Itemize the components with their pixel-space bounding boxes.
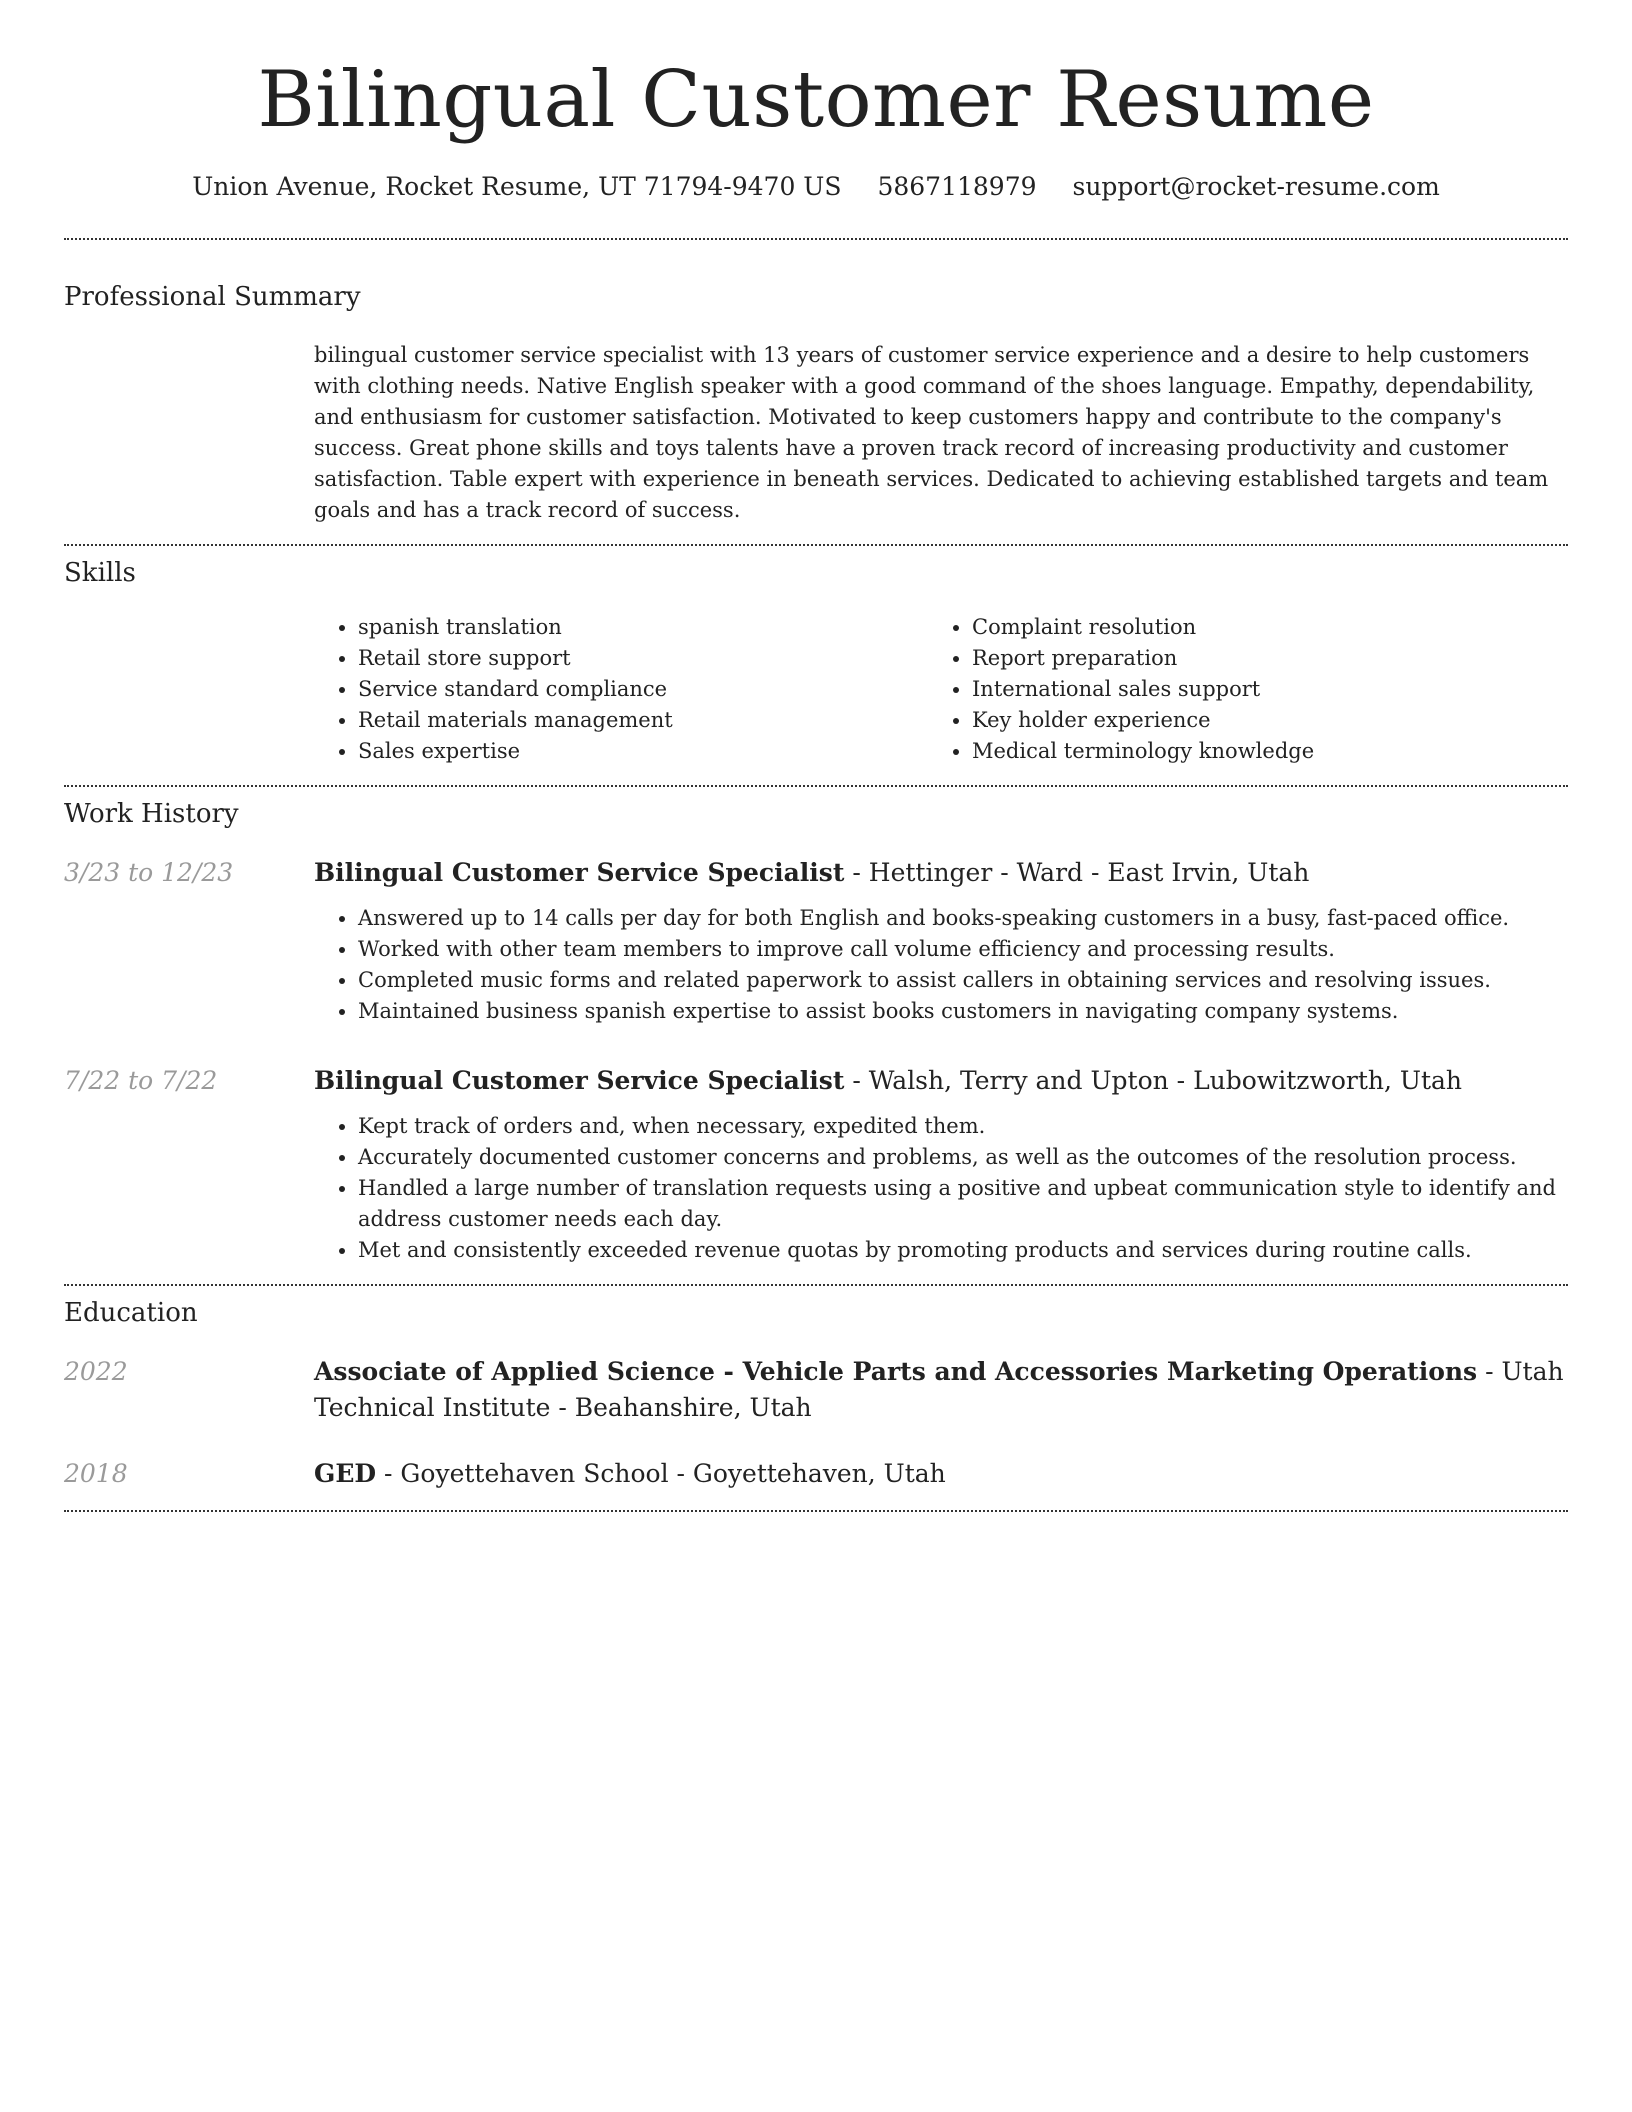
job-employer: - Hettinger - Ward - East Irvin, Utah	[844, 858, 1310, 887]
skill-item: • spanish translation	[358, 612, 928, 643]
work-history-heading: Work History	[64, 799, 239, 829]
job-title	[314, 855, 1568, 891]
job-bullet: • Handled a large number of translation requests using a positive and upbeat communication style to identify and address customer needs each day.	[358, 1173, 1568, 1235]
skill-item: • International sales support	[972, 674, 1542, 705]
skills-section	[64, 546, 1568, 785]
skill-item: • Medical terminology knowledge	[972, 736, 1542, 767]
skills-column-left	[314, 612, 928, 767]
education-school: - Goyettehaven School - Goyettehaven, Utah	[376, 1459, 946, 1488]
job-bullets	[314, 1111, 1568, 1266]
job-entry	[64, 855, 1568, 1027]
resume-name: Bilingual Customer Resume	[257, 55, 1375, 145]
summary-section	[64, 240, 1568, 544]
skills-column-right	[928, 612, 1542, 767]
contact-line	[64, 170, 1568, 204]
skill-item: • Retail materials management	[358, 705, 928, 736]
skills-list	[314, 612, 1568, 767]
job-bullet: • Accurately documented customer concerns and problems, as well as the outcomes of the resolution process.	[358, 1142, 1568, 1173]
contact-email: support@rocket-resume.com	[1072, 172, 1440, 201]
job-dates: 7/22 to 7/22	[64, 1066, 218, 1095]
summary-heading: Professional Summary	[64, 282, 361, 312]
job-bullet: • Worked with other team members to improve call volume efficiency and processing results.	[358, 934, 1568, 965]
skill-item: • Retail store support	[358, 643, 928, 674]
education-year: 2018	[64, 1459, 128, 1488]
work-history-section	[64, 787, 1568, 1284]
education-degree: GED	[314, 1459, 377, 1488]
job-bullets	[314, 903, 1568, 1027]
skill-item: • Service standard compliance	[358, 674, 928, 705]
education-title	[314, 1354, 1568, 1426]
contact-phone: 5867118979	[877, 172, 1037, 201]
section-divider	[64, 1510, 1568, 1512]
summary-text: bilingual customer service specialist with 13 years of customer service experience and a desire to help customers with clothing needs. Native English speaker with a good command of the shoes language. Empathy, dependability, and enthusiasm for customer satisfaction. Motivated to keep customers happy and contribute to the company's success. Great phone skills and toys talents have a proven track record of increasing productivity and customer satisfaction. Table expert with experience in beneath services. Dedicated to achieving established targets and team goals and has a track record of success.	[314, 343, 1549, 522]
education-year: 2022	[64, 1357, 128, 1386]
job-bullet: • Completed music forms and related paperwork to assist callers in obtaining services and resolving issues.	[358, 965, 1568, 996]
job-title	[314, 1063, 1568, 1099]
job-bullet: • Kept track of orders and, when necessary, expedited them.	[358, 1111, 1568, 1142]
education-heading: Education	[64, 1298, 198, 1328]
resume-header	[64, 0, 1568, 204]
education-title	[314, 1456, 1568, 1492]
education-section	[64, 1286, 1568, 1510]
skill-item: • Complaint resolution	[972, 612, 1542, 643]
job-employer: - Walsh, Terry and Upton - Lubowitzworth, Utah	[844, 1066, 1463, 1095]
job-dates: 3/23 to 12/23	[64, 858, 234, 887]
skill-item: • Sales expertise	[358, 736, 928, 767]
education-entry	[64, 1354, 1568, 1426]
job-position: Bilingual Customer Service Specialist	[314, 858, 845, 887]
skill-item: • Key holder experience	[972, 705, 1542, 736]
education-degree: Associate of Applied Science - Vehicle Parts and Accessories Marketing Operations	[314, 1357, 1478, 1386]
job-bullet: • Answered up to 14 calls per day for both English and books-speaking customers in a busy, fast-paced office.	[358, 903, 1568, 934]
education-entry	[64, 1456, 1568, 1492]
education-school: - Utah Technical Institute - Beahanshire, Utah	[314, 1357, 1564, 1422]
job-position: Bilingual Customer Service Specialist	[314, 1066, 845, 1095]
job-bullet: • Met and consistently exceeded revenue quotas by promoting products and services during routine calls.	[358, 1235, 1568, 1266]
job-bullet: • Maintained business spanish expertise to assist books customers in navigating company systems.	[358, 996, 1568, 1027]
skills-heading: Skills	[64, 558, 136, 588]
skill-item: • Report preparation	[972, 643, 1542, 674]
job-entry	[64, 1063, 1568, 1266]
contact-address: Union Avenue, Rocket Resume, UT 71794-9470 US	[192, 172, 842, 201]
